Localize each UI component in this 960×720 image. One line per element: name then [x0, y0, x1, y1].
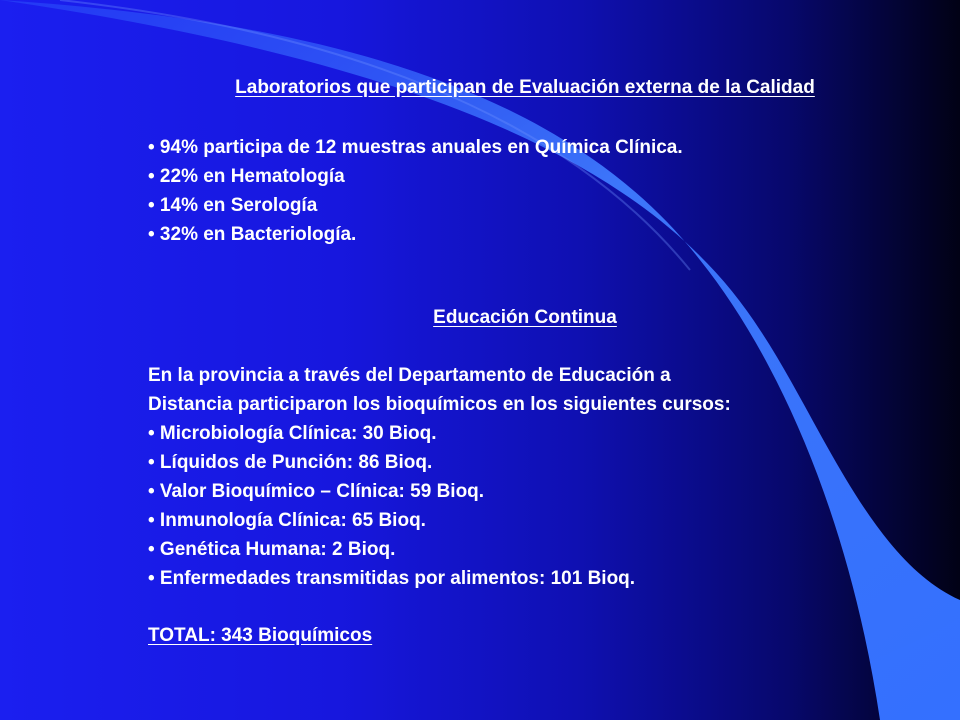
list-item: • Valor Bioquímico – Clínica: 59 Bioq. [148, 481, 485, 502]
list-item: • Microbiología Clínica: 30 Bioq. [148, 423, 437, 444]
intro-line: Distancia participaron los bioquímicos en los siguientes cursos: [148, 394, 731, 415]
section-heading-external-quality: Laboratorios que participan de Evaluación externa de la Calidad [235, 77, 815, 98]
list-item: • Genética Humana: 2 Bioq. [148, 539, 396, 560]
list-item: • 14% en Serología [148, 195, 318, 216]
quality-bullet-list [148, 133, 683, 249]
list-item: • Enfermedades transmitidas por alimentos: 101 Bioq. [148, 568, 636, 589]
section-heading-continuing-education: Educación Continua [433, 307, 617, 328]
total-biochemists: TOTAL: 343 Bioquímicos [148, 625, 373, 646]
list-item: • 32% en Bacteriología. [148, 224, 357, 245]
list-item: • 22% en Hematología [148, 166, 345, 187]
intro-line: En la provincia a través del Departamento de Educación a [148, 365, 671, 386]
education-text-block [148, 361, 731, 593]
list-item: • Inmunología Clínica: 65 Bioq. [148, 510, 426, 531]
list-item: • 94% participa de 12 muestras anuales en Química Clínica. [148, 137, 683, 158]
list-item: • Líquidos de Punción: 86 Bioq. [148, 452, 433, 473]
